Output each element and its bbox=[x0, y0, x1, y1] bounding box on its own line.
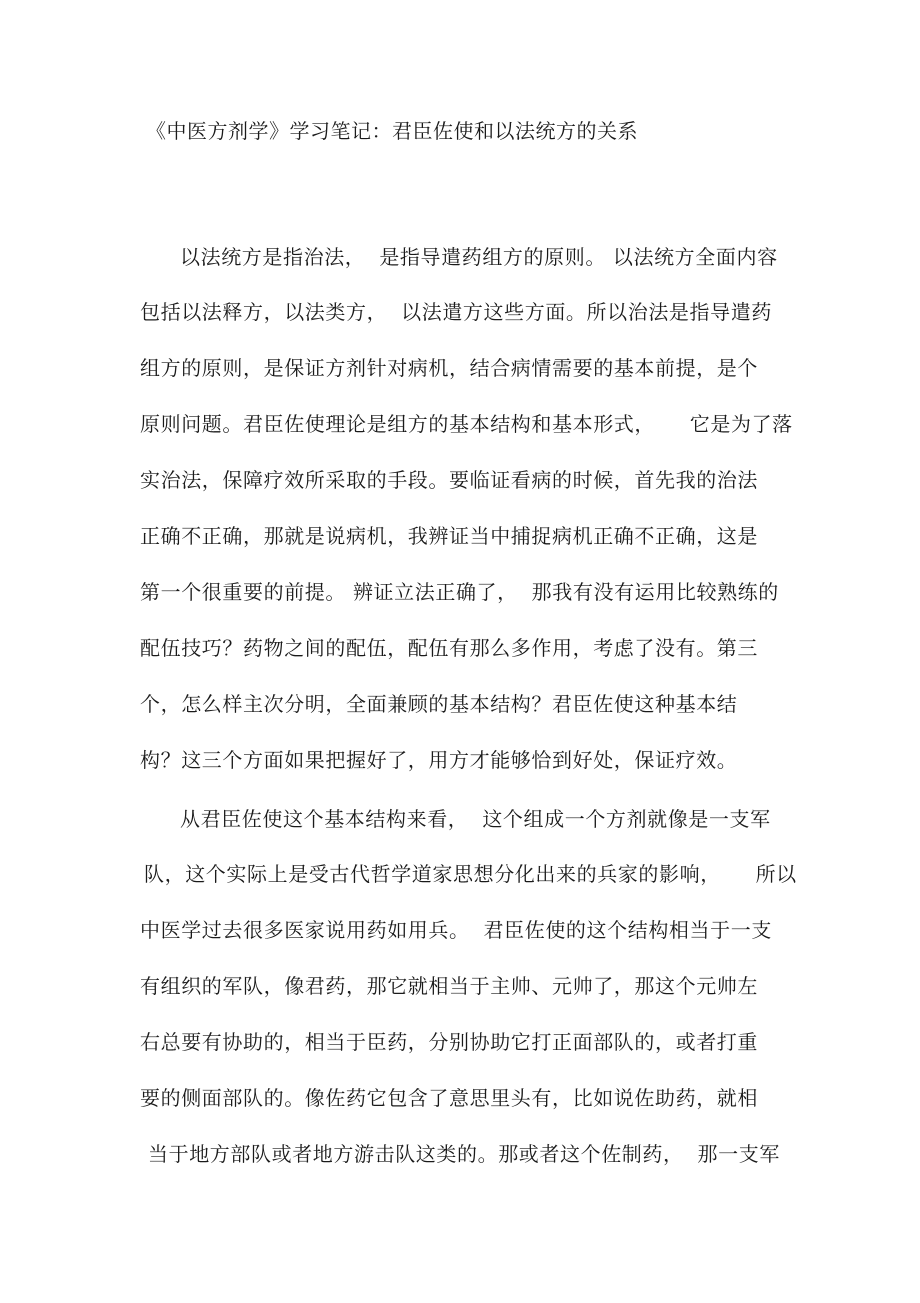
paragraph-1-line-8: 配伍技巧？药物之间的配伍，配伍有那么多作用，考虑了没有。第三 bbox=[140, 636, 758, 660]
paragraph-2-line-7: 当于地方部队或者地方游击队这类的。那或者这个佐制药， 那一支军 bbox=[148, 1142, 780, 1166]
paragraph-1-line-6: 正确不正确，那就是说病机，我辨证当中捕捉病机正确不正确，这是 bbox=[140, 524, 758, 548]
paragraph-2-line-2: 队，这个实际上是受古代哲学道家思想分化出来的兵家的影响， 所以 bbox=[144, 862, 797, 886]
paragraph-1-line-9: 个，怎么样主次分明，全面兼顾的基本结构？君臣佐使这种基本结 bbox=[140, 692, 738, 716]
paragraph-1-line-2: 包括以法释方，以法类方， 以法遣方这些方面。所以治法是指导遣药 bbox=[140, 300, 772, 324]
paragraph-1-line-3: 组方的原则，是保证方剂针对病机，结合病情需要的基本前提，是个 bbox=[140, 356, 758, 380]
paragraph-2-line-4: 有组织的军队，像君药，那它就相当于主帅、元帅了，那这个元帅左 bbox=[140, 974, 758, 998]
paragraph-2-line-3: 中医学过去很多医家说用药如用兵。 君臣佐使的这个结构相当于一支 bbox=[140, 918, 772, 942]
paragraph-1-line-4: 原则问题。君臣佐使理论是组方的基本结构和基本形式， 它是为了落 bbox=[140, 412, 793, 436]
paragraph-2-line-5: 右总要有协助的，相当于臣药，分别协助它打正面部队的，或者打重 bbox=[140, 1030, 758, 1054]
paragraph-1-line-7: 第一个很重要的前提。 辨证立法正确了， 那我有没有运用比较熟练的 bbox=[140, 580, 779, 604]
paragraph-2-line-6: 要的侧面部队的。像佐药它包含了意思里头有，比如说佐助药，就相 bbox=[140, 1086, 758, 1110]
paragraph-1-line-10: 构？这三个方面如果把握好了，用方才能够恰到好处，保证疗效。 bbox=[140, 748, 738, 772]
paragraph-1-line-1: 以法统方是指治法， 是指导遣药组方的原则。 以法统方全面内容 bbox=[180, 245, 778, 269]
document-title: 《中医方剂学》学习笔记：君臣佐使和以法统方的关系 bbox=[146, 119, 638, 143]
paragraph-1-line-5: 实治法，保障疗效所采取的手段。要临证看病的时候，首先我的治法 bbox=[140, 468, 758, 492]
paragraph-2-line-1: 从君臣佐使这个基本结构来看， 这个组成一个方剂就像是一支军 bbox=[180, 807, 771, 831]
